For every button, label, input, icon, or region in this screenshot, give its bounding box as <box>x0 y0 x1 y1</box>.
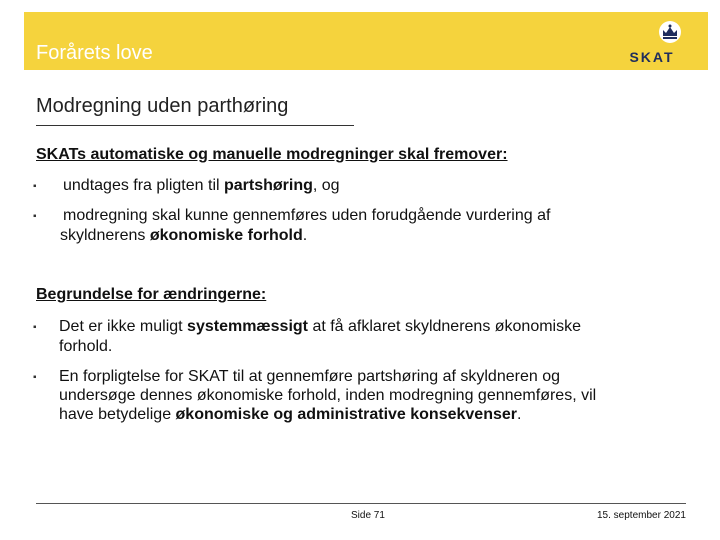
slide-title: Modregning uden parthøring <box>36 95 289 117</box>
list-item-continuation: skyldnerens økonomiske forhold. <box>60 227 308 244</box>
bullet-icon: ▪ <box>33 181 37 192</box>
page-number: Side 71 <box>351 510 385 521</box>
list-item: Det er ikke muligt systemmæssigt at få afklaret skyldnerens økonomiske <box>59 318 582 335</box>
list-item: modregning skal kunne gennemføres uden forudgående vurdering af <box>63 207 551 224</box>
list-item-continuation: forhold. <box>59 338 113 355</box>
logo-text: SKAT <box>629 49 675 65</box>
footer-divider <box>36 503 686 504</box>
list-item: undtages fra pligten til partshøring, og <box>63 177 340 194</box>
list-item-continuation: undersøge dennes økonomiske forhold, inden modregning gennemføres, vil <box>59 387 597 404</box>
bullet-icon: ▪ <box>33 372 37 383</box>
footer-date: 15. september 2021 <box>597 510 686 521</box>
section-heading-2: Begrundelse for ændringerne: <box>36 286 267 303</box>
title-divider <box>36 125 354 126</box>
bullet-icon: ▪ <box>33 322 37 333</box>
section-heading-1: SKATs automatiske og manuelle modregninger skal fremover: <box>36 146 508 163</box>
deck-title: Forårets love <box>36 42 153 64</box>
bullet-icon: ▪ <box>33 211 37 222</box>
list-item: En forpligtelse for SKAT til at gennemføre partshøring af skyldneren og <box>59 368 560 385</box>
skat-logo <box>618 20 686 66</box>
list-item-continuation: have betydelige økonomiske og administrative konsekvenser. <box>59 406 522 423</box>
crown-icon <box>618 20 686 66</box>
